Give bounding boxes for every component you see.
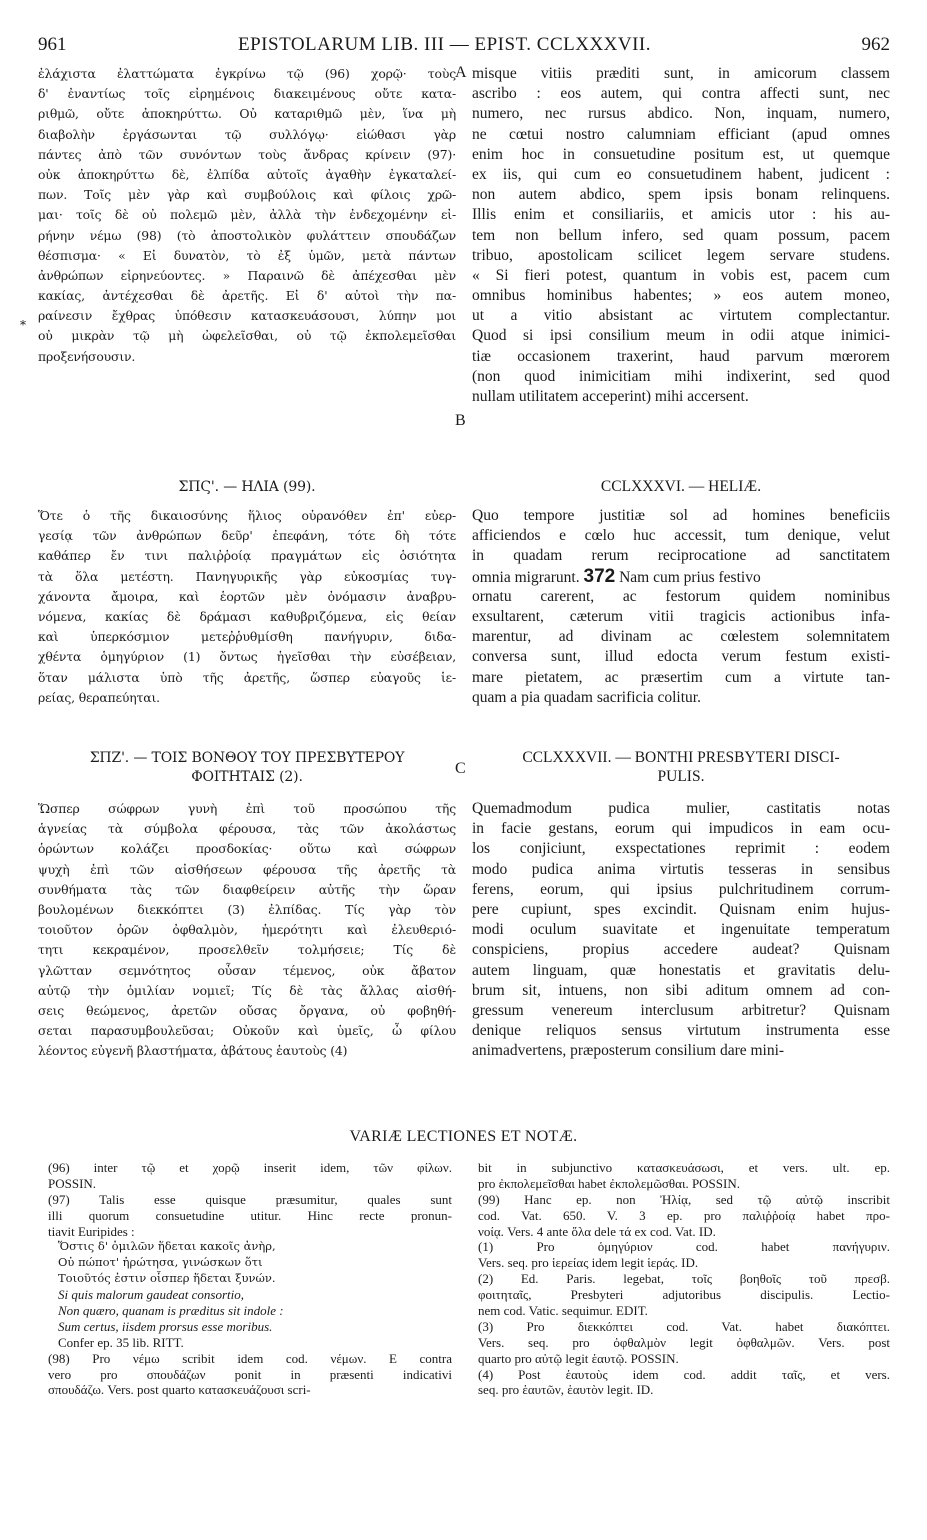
- note-line: φοιτηταῖς, Presbyteri adjutoribus discipulis. Lectio-: [478, 1287, 890, 1303]
- text-line: misque vitiis præditi sunt, in amicorum classem: [472, 65, 890, 82]
- text-line: ὅταν μάλιστα ὑπὸ τῆς ἀρετῆς, ὥσπερ εὐαγοῦς ἱε-: [38, 669, 456, 685]
- greek-column-ep287: [38, 799, 456, 1061]
- text-line: τὰ ὅλα μετέστη. Πανηγυρικῆς γὰρ εὐκοσμίας τυγ-: [38, 568, 456, 584]
- text-line: ornatu carerent, ac festorum quidem nominibus: [472, 587, 890, 605]
- latin-heading-ep287-line2: PULIS.: [657, 768, 705, 785]
- note-line: Sum certus, iisdem prorsus esse moribus.: [58, 1318, 273, 1334]
- text-line: ut a vitio absistant ac virtutem complectantur.: [472, 307, 890, 325]
- text-line: γλῶτταν σεμνότητος οὖσαν τέμενος, οὐκ ἄβατον: [38, 962, 456, 978]
- text-line: σεις θεώμενος, ἀρετῶν οὔσας ὄργανα, οὐ φοβηθή-: [38, 1002, 456, 1018]
- note-line: Si quis malorum gaudeat consortio,: [58, 1287, 244, 1303]
- notes-title: VARIÆ LECTIONES ET NOTÆ.: [349, 1128, 578, 1145]
- note-line: pro ἐκπολεμεῖσθαι habet ἐκπολεμῶσθαι. POSSIN.: [478, 1175, 740, 1191]
- text-line: αὐτῷ τὴν ὁμιλίαν νομιεῖ; Τίς δὲ τὰς ἄλλας αἰσθή-: [38, 982, 456, 998]
- page-number-right: 962: [861, 34, 890, 55]
- text-line: νόμενα, κακίας δὲ δράμασι καθυβριζόμενα, εἰς θείαν: [38, 608, 456, 624]
- text-line: Ὅτε ὁ τῆς δικαιοσύνης ἥλιος οὐρανόθεν ἐπ' εὐερ-: [38, 508, 456, 523]
- text-line: exsultarent, cæterum vitii tragicis actionibus infa-: [472, 607, 890, 625]
- note-line: Οὐ πώποτ' ἠρώτησα, γινώσκων ὅτι: [58, 1255, 263, 1270]
- note-line: (98) Pro νέμω scribit idem cod. νέμων. E contra: [48, 1350, 452, 1366]
- note-line: σπουδάζω. Vers. post quarto κατασκευάζουσι scri-: [48, 1382, 311, 1398]
- greek-heading-ep287-line2: ΦΟΙΤΗΤΑΙΣ (2).: [191, 769, 303, 785]
- latin-heading-ep286: CCLXXXVI. — HELIÆ.: [600, 478, 762, 495]
- text-line: καθάπερ ἔν τινι παλιῤῥοίᾳ πραγμάτων εἰς ὁσιότητα: [38, 548, 456, 564]
- margin-letter-c: C: [455, 760, 466, 777]
- greek-column-ep285: [38, 64, 456, 367]
- text-line: ρείας, θεραπεύηται.: [38, 689, 160, 705]
- text-line: modo pudica anima virtutis tesseras in sensibus: [472, 860, 890, 878]
- text-line: tiæ occasionem traxerint, haud parvum mœrorem: [472, 347, 890, 365]
- text-line: brum sit, intuens, non sibi aditum omnem ad con-: [472, 981, 890, 999]
- text-line: Quo tempore justitiæ sol ad homines beneficiis: [472, 507, 890, 524]
- text-line: modi oculum suavitate et ingenuitate temperatum: [472, 921, 890, 939]
- text-line: καὶ ὑπερκόσμιον μετεῤῥυθμίσθη πανήγυριν, διδα-: [38, 629, 456, 645]
- text-line: ἁγνείας τὰ σύμβολα φέρουσα, τὰς τῶν ἀκολάστως: [38, 821, 456, 837]
- running-head: [38, 34, 890, 60]
- greek-heading-ep287-line1: ΣΠΖ'. — ΤΟΙΣ ΒΟΝΘΟΥ ΤΟΥ ΠΡΕΣΒΥΤΕΡΟΥ: [89, 750, 405, 766]
- text-line: mare pietatem, ac præsertim cum a virtute tan-: [472, 668, 890, 686]
- text-line: ριθμῶ, οὔτε ἀποκηρύττω. Οὐ καταριθμῶ μὲν, ἵνα μὴ: [38, 106, 456, 122]
- text-line: οὐ μικρὰν τῷ μὴ ὠφελεῖσθαι, οὐ τῷ ἐκπολεμεῖσθαι: [38, 328, 456, 344]
- text-line: πων. Τοῖς μὲν γὰρ καὶ συμβούλοις καὶ φίλοις χρῶ-: [38, 187, 456, 203]
- note-line: cod. Vat. 650. V. 3 ep. pro παλιῤῥοίᾳ habet προ-: [478, 1207, 890, 1223]
- text-line: τοιοῦτον ὁρῶν ὀφθαλμὸν, ἡμερότητι καὶ ἐλευθεριό-: [38, 922, 456, 938]
- text-line: « Si fieri potest, quantum in vobis est, pacem cum: [472, 266, 890, 284]
- text-line: nullam utilitatem acceperint) mihi accersent.: [472, 388, 749, 405]
- running-title: EPISTOLARUM LIB. III — EPIST. CCLXXXVII.: [238, 34, 652, 55]
- note-line: Vers. seq. pro ὀφθαλμὸν legit ὀφθαλμῶν. Vers. post: [478, 1334, 890, 1350]
- note-line: POSSIN.: [48, 1175, 97, 1191]
- text-line: χάνοντα ἄμοιρα, καὶ ἑορτῶν μὲν ὀνόμασιν ἀναβρυ-: [38, 588, 456, 604]
- note-line: (97) Talis esse quisque præsumitur, quales sunt: [48, 1191, 452, 1207]
- note-line: (96) inter τῷ et χορῷ inserit idem, τῶν φίλων.: [48, 1160, 452, 1175]
- margin-letter-b: B: [455, 412, 466, 429]
- note-line: vero pro σπουδάζων ponit in præsenti indicativi: [48, 1366, 452, 1382]
- latin-column-ep286: [472, 506, 890, 708]
- text-line: in facie gestans, eorum qui impudicos in eam ocu-: [472, 820, 890, 838]
- note-line: nem cod. Vatic. sequimur. EDIT.: [478, 1303, 648, 1319]
- note-line: Non quæro, quanam is præditus sit indole :: [58, 1303, 284, 1319]
- note-line: (99) Hanc ep. non Ἠλίᾳ, sed τῷ αὐτῷ inscribit: [478, 1191, 890, 1207]
- margin-asterisk: *: [20, 318, 26, 332]
- note-line: (3) Pro διεκκόπτει cod. Vat. habet διακόπτει.: [478, 1318, 890, 1334]
- text-line: ascribo : eos autem, qui contra affecti sunt, nec: [472, 85, 890, 103]
- text-line: βουλομένων διεκκόπτει (3) ἐλπίδας. Τίς γὰρ τὸν: [38, 901, 456, 917]
- note-line: (2) Ed. Paris. legebat, τοῖς βοηθοῖς τοῦ πρεσβ.: [478, 1271, 890, 1287]
- text-line: ex iis, qui cum eo consuetudinem habent, judicent :: [472, 165, 890, 183]
- notes-right-column: [478, 1160, 890, 1398]
- note-line: νοίᾳ. Vers. 4 ante ὅλα dele τά ex cod. Vat. ID.: [478, 1223, 716, 1239]
- text-line: enim hoc in consuetudine positum est, ut quemque: [472, 145, 890, 163]
- note-line: tiavit Euripides :: [48, 1223, 135, 1239]
- note-line: Τοιοῦτός ἐστιν οἷσπερ ἥδεται ξυνών.: [58, 1271, 276, 1286]
- text-line: πάντες ἀπὸ τῶν συνόντων τοὺς ἄνδρας κρίνειν (97)·: [38, 146, 456, 162]
- greek-column-ep286: [38, 506, 456, 708]
- text-line: οὐκ ἀποκηρύττω δὲ, ἐλπίδα αὐτοῖς ἀγαθὴν ἐγκαταλεί-: [38, 166, 456, 182]
- text-line: γεσίᾳ τῶν ἀνθρώπων δεῦρ' ἐπεφάνη, τότε δὴ τότε: [38, 528, 456, 544]
- page-number-left: 961: [38, 34, 67, 55]
- text-line: ἐλάχιστα ἐλαττώματα ἐγκρίνω τῷ (96) χορῷ· τοὺς: [38, 66, 456, 81]
- text-line: λέοντος εὐγενῆ βλαστήματα, ἀβάτους ἑαυτοὺς (4): [38, 1043, 348, 1059]
- note-line: seq. pro ἑαυτῶν, ἑαυτὸν legit. ID.: [478, 1382, 654, 1398]
- text-line: animadvertens, præposterum consilium dare mini-: [472, 1042, 785, 1060]
- text-line: δ' ἐναντίως τοῖς εἰρημένοις διακειμένους οὔτε κατα-: [38, 86, 456, 102]
- note-line: Confer ep. 35 lib. RITT.: [58, 1334, 184, 1350]
- note-line: (1) Pro ὁμηγύριον cod. habet πανήγυριν.: [478, 1239, 890, 1255]
- text-line: ψυχὴ ἐπὶ τῶν αἰσθήσεων φέρουσα τῆς ἀρετῆς τὰ: [38, 861, 456, 877]
- latin-column-ep287: [472, 799, 890, 1061]
- notes-left-column: [48, 1160, 452, 1398]
- text-line: (non quod inimicitiam mihi indixerint, sed quod: [472, 367, 890, 385]
- latin-heading-ep287-line1: CCLXXXVII. — BONTHI PRESBYTERI DISCI-: [522, 749, 840, 766]
- text-line-with-column-number: [472, 567, 890, 587]
- text-line: omnibus hominibus habentes; » eos autem moneo,: [472, 287, 890, 305]
- greek-heading-ep286: ΣΠϚ'. — ΗΛΙΑ (99).: [178, 479, 316, 495]
- text-line: θέσπισμα· « Εἰ δυνατὸν, τὸ ἐξ ὑμῶν, μετὰ πάντων: [38, 247, 456, 263]
- text-line: τητι κεκραμένον, προσελθεῖν τολμήσειε; Τίς δὲ: [38, 942, 456, 958]
- text-line: κακίας, ἀντέχεσθαι δὲ ἀρετῆς. Εἰ δ' αὐτοὶ τὴν πα-: [38, 288, 456, 304]
- text-line: διαβολὴν ἐργάσωνται τῷ συλλόγῳ· εἰώθασι γὰρ: [38, 126, 456, 142]
- text-line: numero, nec rursus abdico. Non, inquam, numero,: [472, 105, 890, 123]
- text-line: σεται παρασυμβουλεῦσαι; Οὐκοῦν καὶ ὑμεῖς, ὦ φίλου: [38, 1023, 456, 1039]
- text-line: ὁρώντων κολάζει προσδοκίας· οὕτω καὶ σώφρων: [38, 841, 456, 857]
- text-line: μαι· τοῖς δὲ οὐ πολεμῶ μὲν, ἀλλὰ τὴν ἐνδεχομένην εἰ-: [38, 207, 456, 223]
- text-line: Quod si ipsi consilium meum in odii atque inimici-: [472, 327, 890, 345]
- text-line: conspiciens, propius accedere audeat? Quisnam: [472, 941, 890, 959]
- text-line: χθέντα ὁμηγύριον (1) ὄντως ἡγεῖσθαι τὴν εὐσέβειαν,: [38, 649, 456, 665]
- text-line: ne cœtui nostro calumniam efficiant (apud omnes: [472, 125, 890, 143]
- text-line: ρήνην νέμω (98) (τὸ ἀποστολικὸν φυλάττειν σπουδάζων: [38, 227, 456, 243]
- text-line: tribuo, apostolicam scilicet legem servare studens.: [472, 246, 890, 264]
- text-line: los conjiciunt, exspectationes reprimit : eodem: [472, 840, 890, 858]
- margin-letter-a: A: [455, 64, 467, 81]
- text-line: afficiendos e cœlo huc accessit, tum denique, velut: [472, 527, 890, 545]
- text-line: denique reliquos sensus virtutum instrumenta esse: [472, 1022, 890, 1040]
- text-line: quam a pia quadam sacrificia colitur.: [472, 688, 701, 706]
- note-line: quarto pro αὐτῷ legit ἑαυτῷ. POSSIN.: [478, 1350, 679, 1366]
- text-fragment: omnia migrarunt.: [472, 568, 580, 586]
- text-line: in quadam rerum reciprocatione ad sanctitatem: [472, 547, 890, 565]
- text-line: gressum venereum interclusum arbitretur? Quisnam: [472, 1001, 890, 1019]
- note-line: (4) Post ἑαυτοὺς idem cod. addit ταῖς, et vers.: [478, 1366, 890, 1382]
- text-line: conversa sunt, illud edocta verum festum existi-: [472, 648, 890, 666]
- latin-column-ep285: [472, 64, 890, 407]
- text-line: pere cupiunt, spes excindit. Quisnam enim hujus-: [472, 900, 890, 918]
- column-number: 372: [583, 566, 616, 587]
- note-line: Vers. seq. pro ἱερείας idem legit ἱεράς. ID.: [478, 1255, 699, 1271]
- text-line: Ὥσπερ σώφρων γυνὴ ἐπὶ τοῦ προσώπου τῆς: [38, 801, 456, 816]
- text-line: προξενήσουσιν.: [38, 348, 136, 364]
- text-line: marentur, ad divinam ac cœlestem solemnitatem: [472, 628, 890, 646]
- text-line: συνθήματα τὰς τῶν διαφθείρειν αὐτῆς τὴν ὥραν: [38, 881, 456, 897]
- note-line: Ὅστις δ' ὁμιλῶν ἥδεται κακοῖς ἀνὴρ,: [58, 1239, 276, 1254]
- text-fragment: Nam cum prius festivo: [619, 568, 761, 586]
- note-line: illi quorum consuetudine utitur. Hinc recte pronun-: [48, 1207, 452, 1223]
- note-line: bit in subjunctivo κατασκευάσωσι, et vers. ult. ep.: [478, 1160, 890, 1175]
- text-line: non autem abdico, spem ipsis bonam relinquens.: [472, 186, 890, 204]
- text-line: tem non bellum infero, sed quam possum, pacem: [472, 226, 890, 244]
- text-line: Quemadmodum pudica mulier, castitatis notas: [472, 800, 890, 817]
- text-line: ραίνεσιν ἔχθρας ὑπόθεσιν κατασκευάσουσι, λύπην μοι: [38, 308, 456, 324]
- text-line: autem linguam, quæ honestatis et gravitatis delu-: [472, 961, 890, 979]
- text-line: ferens, eorum, qui ipsius pulchritudinem corrum-: [472, 880, 890, 898]
- text-line: Illis enim et consiliariis, et amicis utor : his au-: [472, 206, 890, 224]
- text-line: ἀνθρώπων εἰρηνεύοντες. » Παραινῶ δὲ ἀπέχεσθαι μὲν: [38, 267, 456, 283]
